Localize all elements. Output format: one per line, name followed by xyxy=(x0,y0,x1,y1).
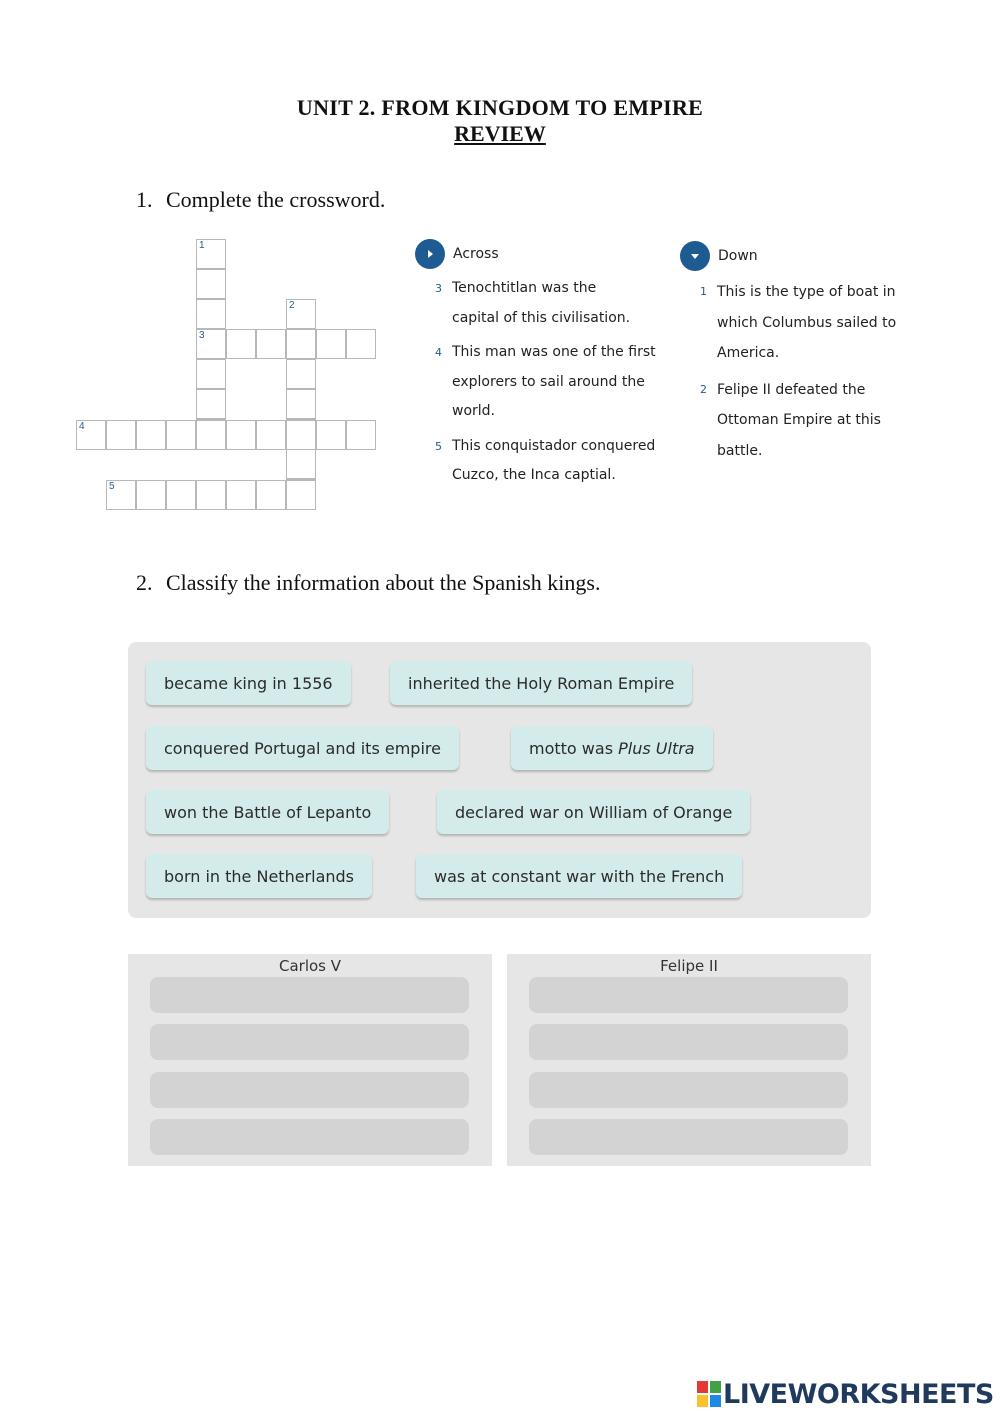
crossword-cell[interactable] xyxy=(166,420,196,450)
drop-slot[interactable] xyxy=(150,1072,469,1108)
section-1-text: Complete the crossword. xyxy=(166,187,386,212)
crossword-cell[interactable] xyxy=(196,389,226,419)
crossword-cell[interactable] xyxy=(286,449,316,479)
crossword-cell[interactable] xyxy=(196,299,226,329)
crossword-cell[interactable] xyxy=(226,329,256,359)
crossword-clue-number: 5 xyxy=(109,481,115,492)
crossword-cell[interactable] xyxy=(136,420,166,450)
crossword-clue-number: 4 xyxy=(79,421,85,432)
crossword-cell[interactable] xyxy=(196,359,226,389)
clue-number: 3 xyxy=(435,282,442,295)
draggable-chip[interactable]: born in the Netherlands xyxy=(146,854,372,898)
page-header xyxy=(0,95,1000,147)
clue-number: 2 xyxy=(700,382,707,396)
crossword-cell[interactable] xyxy=(256,480,286,510)
logo-text: LIVEWORKSHEETS xyxy=(723,1378,994,1410)
play-down-icon xyxy=(680,241,710,271)
category-title: Carlos V xyxy=(278,957,342,975)
play-right-icon xyxy=(415,239,445,269)
crossword-cell[interactable] xyxy=(136,480,166,510)
clue-line: Cuzco, the Inca captial. xyxy=(452,467,616,483)
clue-line: America. xyxy=(717,345,780,361)
category-title: Felipe II xyxy=(660,957,718,975)
crossword-clue-number: 1 xyxy=(199,240,205,251)
clue-line: This conquistador conquered xyxy=(452,437,656,454)
down-label: Down xyxy=(718,248,758,264)
crossword-cell[interactable] xyxy=(346,329,376,359)
crossword-clue-number: 2 xyxy=(289,300,295,311)
drop-slot[interactable] xyxy=(150,977,469,1013)
drop-slot[interactable] xyxy=(529,977,848,1013)
crossword-cell[interactable] xyxy=(196,329,226,359)
across-clue xyxy=(415,338,675,427)
draggable-chip[interactable]: conquered Portugal and its empire xyxy=(146,726,459,770)
drop-slot[interactable] xyxy=(529,1119,848,1155)
clue-number: 1 xyxy=(700,285,707,298)
crossword-cell[interactable] xyxy=(256,420,286,450)
draggable-chip[interactable]: declared war on William of Orange xyxy=(437,790,750,834)
clue-line: Ottoman Empire at this xyxy=(717,412,881,428)
crossword-cell[interactable] xyxy=(346,420,376,450)
category-felipe-ii xyxy=(507,954,871,1166)
draggable-chip[interactable]: became king in 1556 xyxy=(146,661,351,705)
liveworksheets-logo xyxy=(697,1376,994,1412)
down-clue xyxy=(680,277,930,369)
clue-line: Felipe II defeated the xyxy=(717,381,866,398)
crossword-cell[interactable] xyxy=(316,420,346,450)
draggable-chip[interactable]: was at constant war with the French xyxy=(416,854,742,898)
clue-line: battle. xyxy=(717,442,763,459)
section-2-text: Classify the information about the Spanish kings. xyxy=(166,570,601,595)
crossword-cell[interactable] xyxy=(286,480,316,510)
crossword-cell[interactable] xyxy=(106,480,136,510)
section-2-heading xyxy=(136,570,600,596)
crossword-cell[interactable] xyxy=(286,420,316,450)
crossword-cell[interactable] xyxy=(196,420,226,450)
crossword-cell[interactable] xyxy=(286,389,316,419)
section-1-heading xyxy=(136,187,385,213)
crossword-cell[interactable] xyxy=(286,299,316,329)
crossword-cell[interactable] xyxy=(286,359,316,389)
page-title: UNIT 2. FROM KINGDOM TO EMPIRE xyxy=(296,95,704,120)
crossword-cell[interactable] xyxy=(226,480,256,510)
crossword-cell[interactable] xyxy=(196,480,226,510)
crossword-clue-number: 3 xyxy=(199,330,205,341)
crossword-cell[interactable] xyxy=(196,269,226,299)
clue-line: explorers to sail around the xyxy=(452,373,645,390)
crossword-cell[interactable] xyxy=(106,420,136,450)
crossword-cell[interactable] xyxy=(76,420,106,450)
drop-slot[interactable] xyxy=(150,1119,469,1155)
clue-number: 4 xyxy=(435,346,442,359)
page-subtitle: REVIEW xyxy=(454,121,546,146)
clue-line: This is the type of boat in xyxy=(717,284,896,300)
drop-slot[interactable] xyxy=(529,1072,848,1108)
clue-line: which Columbus sailed to xyxy=(717,314,897,331)
crossword-cell[interactable] xyxy=(226,420,256,450)
down-clues xyxy=(680,240,930,466)
clue-line: This man was one of the first xyxy=(452,344,656,360)
options-panel xyxy=(128,642,871,918)
across-clues xyxy=(415,238,675,491)
crossword-cell[interactable] xyxy=(286,329,316,359)
across-label: Across xyxy=(453,246,499,262)
clue-line: Tenochtitlan was the xyxy=(452,280,597,296)
section-1-number: 1. xyxy=(136,187,153,212)
drop-slot[interactable] xyxy=(529,1024,848,1060)
draggable-chip[interactable]: won the Battle of Lepanto xyxy=(146,790,389,834)
drop-slot[interactable] xyxy=(150,1024,469,1060)
crossword-cell[interactable] xyxy=(166,480,196,510)
across-header[interactable] xyxy=(415,238,675,270)
draggable-chip[interactable]: inherited the Holy Roman Empire xyxy=(390,661,692,705)
across-clue xyxy=(415,432,675,491)
clue-line: capital of this civilisation. xyxy=(452,309,631,326)
category-carlos-v xyxy=(128,954,492,1166)
crossword-cell[interactable] xyxy=(256,329,286,359)
logo-mark-icon xyxy=(697,1381,721,1407)
clue-line: world. xyxy=(452,403,495,419)
crossword-cell[interactable] xyxy=(196,239,226,269)
section-2-number: 2. xyxy=(136,570,153,595)
crossword-cell[interactable] xyxy=(316,329,346,359)
clue-number: 5 xyxy=(435,439,442,453)
down-header[interactable] xyxy=(680,240,930,272)
across-clue xyxy=(415,274,675,333)
down-clue xyxy=(680,375,930,467)
draggable-chip[interactable]: motto was Plus Ultra xyxy=(511,726,713,770)
